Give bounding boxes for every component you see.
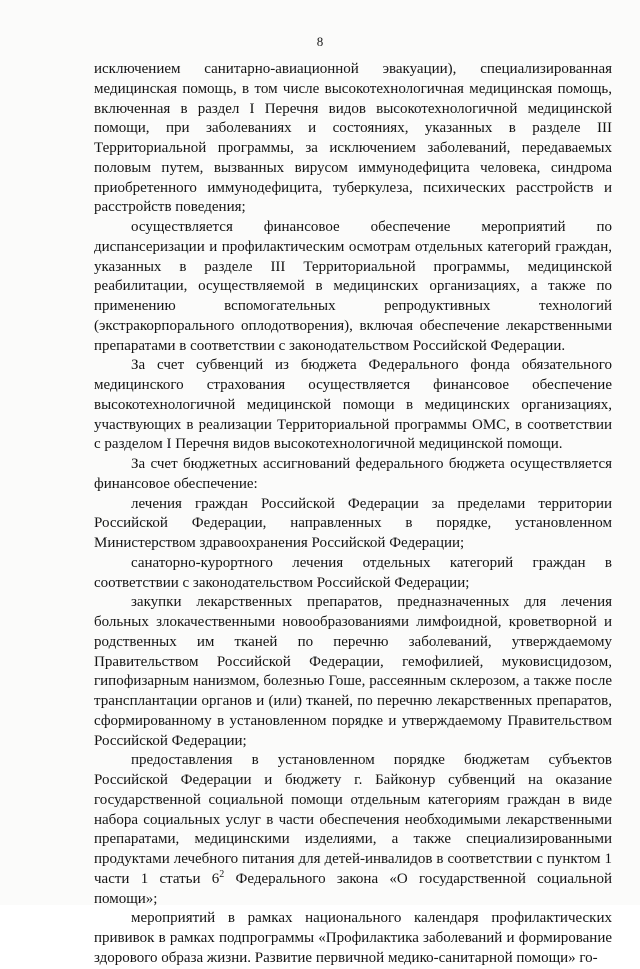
article-superscript: 2: [219, 868, 225, 880]
paragraph-subventions-ffoms: За счет субвенций из бюджета Федерального фонда обязательного медицинского страхования осуществляется финансовое обеспечение высокотехнологичной медицинской помощи в медицинских организациях, участвующих в реализации Территориальной программы ОМС, в соответствии с разделом I Перечня видов высокотехнологичной медицинской помощи.: [94, 357, 612, 453]
subsidy-text-end: Федерального закона «О государственной социальной помощи»;: [94, 870, 613, 907]
subsidy-text: предоставления в установленном порядке бюджетам субъектов Российской Федерации и бюджету г. Байконур субвенций на оказание государственной социальной помощи отдельным категориям граждан в виде набора социальных услуг в части обеспечения необходимыми лекарственными препаратами, медицинскими изделиями, а также специализированными продуктами лечебного питания для детей-инвалидов в соответствии с пунктом 1 части 1 статьи 6: [94, 752, 612, 887]
paragraph-federal-budget: За счет бюджетных ассигнований федерального бюджета осуществляется финансовое обеспечение:: [94, 456, 612, 492]
paragraph-social-subsidy: [94, 751, 612, 909]
paragraph-treatment-abroad: лечения граждан Российской Федерации за пределами территории Российской Федерации, направленных в порядке, установленном Министерством здравоохранения Российской Федерации;: [94, 495, 612, 551]
paragraph-drug-procurement: закупки лекарственных препаратов, предназначенных для лечения больных злокачественными новообразованиями лимфоидной, кроветворной и родственных им тканей по перечню заболеваний, утверждаемому Правительством Российской Федерации, гемофилией, муковисцидозом, гипофизарным нанизмом, болезнью Гоше, рассеянным склерозом, а также после трансплантации органов и (или) тканей, по перечню лекарственных препаратов, сформированному в установленном порядке и утверждаемому Правительством Российской Федерации;: [94, 594, 612, 749]
paragraph-dispensary: осуществляется финансовое обеспечение мероприятий по диспансеризации и профилактическим осмотрам отдельных категорий граждан, указанных в разделе III Территориальной программы, медицинской реабилитации, осуществляемой в медицинских организациях, а также по применению вспомогательных репродуктивных технологий (экстракорпорального оплодотворения), включая обеспечение лекарственными препаратами в соответствии с законодательством Российской Федерации.: [94, 219, 612, 354]
paragraph-sanatorium: санаторно-курортного лечения отдельных категорий граждан в соответствии с законодательством Российской Федерации;: [94, 554, 612, 591]
document-body: [94, 60, 612, 969]
page-number: 8: [316, 34, 324, 49]
paragraph-vaccination: мероприятий в рамках национального календаря профилактических прививок в рамках подпрограммы «Профилактика заболеваний и формирование здорового образа жизни. Развитие первичной медико-санитарной помощи» го-: [94, 910, 612, 966]
paragraph-continuation: исключением санитарно-авиационной эвакуации), специализированная медицинская помощь, в том числе высокотехнологичная медицинская помощь, включенная в раздел I Перечня видов высокотехнологичной медицинской помощи, при заболеваниях и состояниях, указанных в разделе III Территориальной программы, за исключением заболеваний, передаваемых половым путем, вызванных вирусом иммунодефицита человека, синдрома приобретенного иммунодефицита, туберкулеза, психических расстройств и расстройств поведения;: [94, 61, 612, 216]
